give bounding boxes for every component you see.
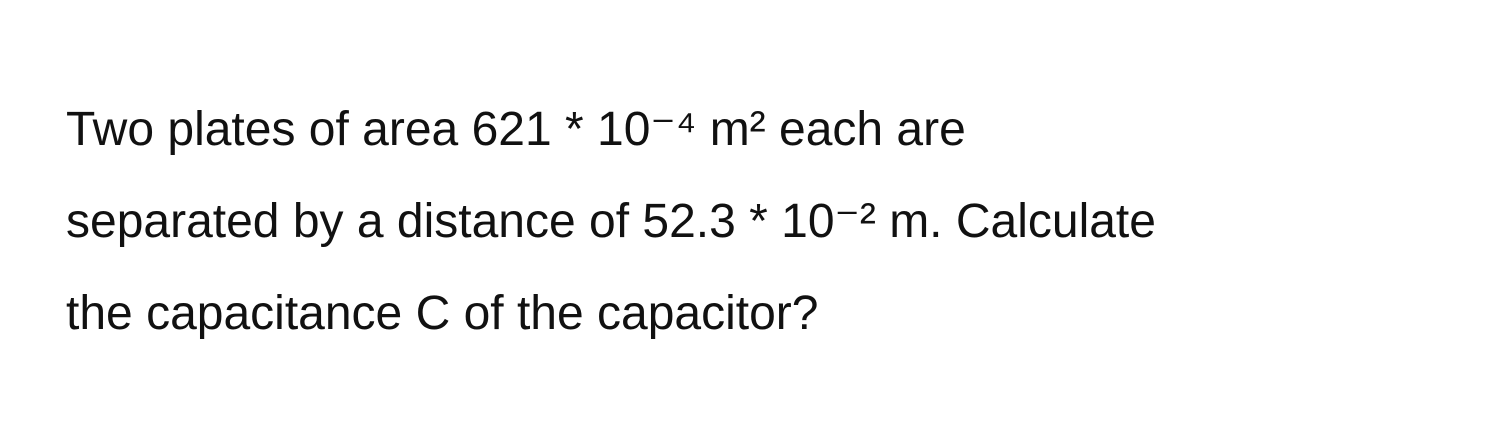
question-line-3: the capacitance C of the capacitor? [66, 287, 819, 340]
question-text [66, 84, 1440, 360]
question-line-1: Two plates of area 621 * 10⁻⁴ m² each are [66, 103, 966, 156]
question-line-2: separated by a distance of 52.3 * 10⁻² m. Calculate [66, 195, 1156, 248]
